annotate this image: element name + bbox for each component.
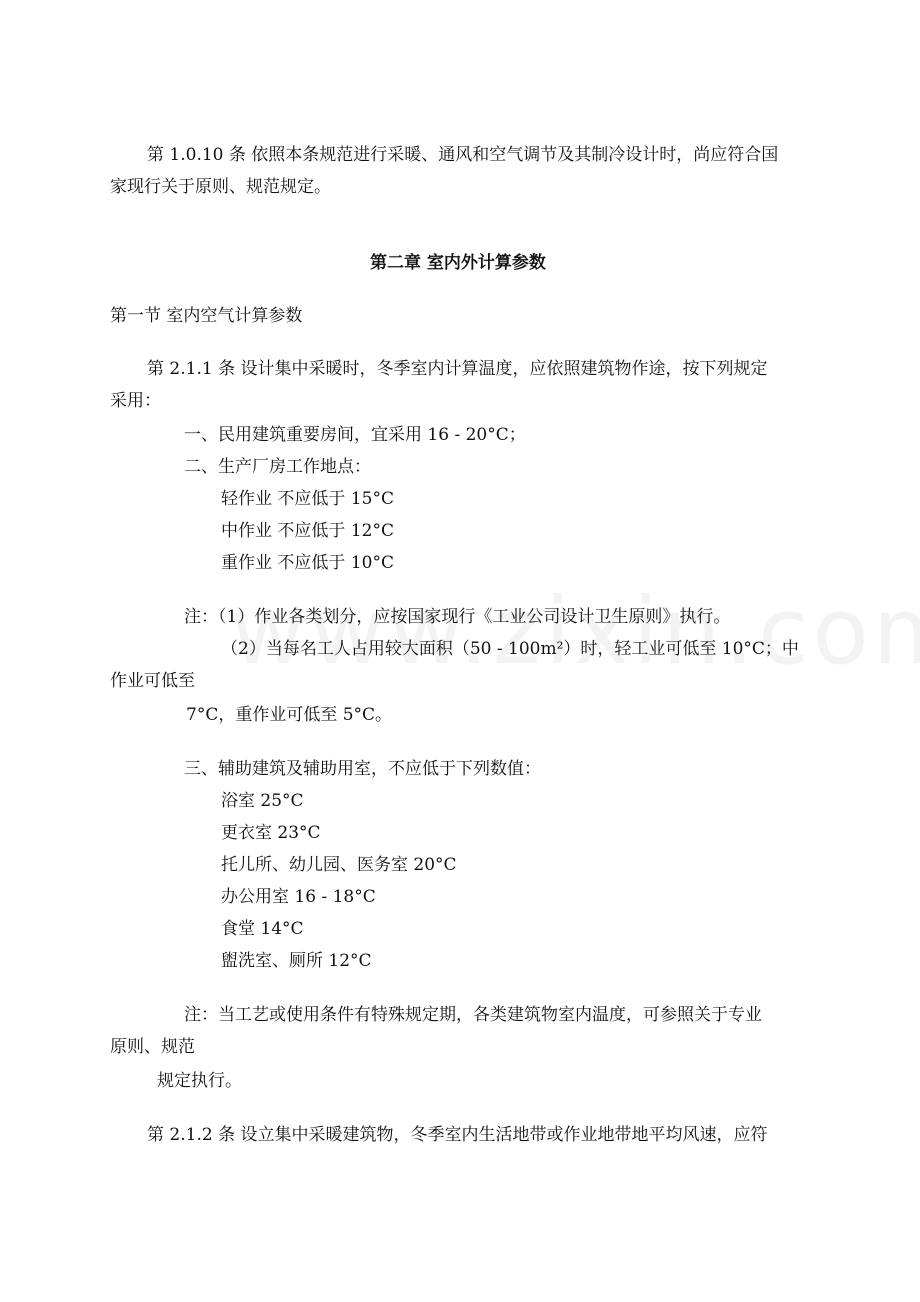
item-canteen: 食堂 14°C bbox=[221, 919, 304, 939]
note-1: 注：（1）作业各类划分，应按国家现行《工业公司设计卫生原则》执行。 bbox=[184, 607, 731, 627]
item-heavy-work: 重作业 不应低于 10°C bbox=[221, 553, 394, 573]
item-medium-work: 中作业 不应低于 12°C bbox=[221, 521, 394, 541]
chapter-title: 第二章 室内外计算参数 bbox=[370, 253, 546, 273]
item-auxiliary-buildings: 三、辅助建筑及辅助用室，不应低于下列数值： bbox=[184, 759, 541, 779]
item-washroom: 盥洗室、厕所 12°C bbox=[221, 951, 372, 971]
article-1-0-10-line-1: 第 1.0.10 条 依照本条规范进行采暖、通风和空气调节及其制冷设计时，尚应符合国 bbox=[147, 145, 779, 165]
item-bathroom: 浴室 25°C bbox=[221, 791, 304, 811]
note-2-line-3: 7°C，重作业可低至 5°C。 bbox=[186, 705, 393, 725]
item-light-work: 轻作业 不应低于 15°C bbox=[221, 489, 394, 509]
watermark bbox=[230, 578, 920, 685]
item-factory-workplaces: 二、生产厂房工作地点： bbox=[184, 457, 371, 477]
article-2-1-2-line-1: 第 2.1.2 条 设立集中采暖建筑物，冬季室内生活地带或作业地带地平均风速，应符 bbox=[147, 1125, 768, 1145]
item-civil-buildings: 一、民用建筑重要房间，宜采用 16 - 20°C； bbox=[184, 425, 526, 445]
item-nursery: 托儿所、幼儿园、医务室 20°C bbox=[221, 855, 457, 875]
note-3-line-3: 规定执行。 bbox=[157, 1071, 242, 1091]
article-2-1-1-line-2: 采用： bbox=[110, 391, 161, 411]
note-3-line-1: 注：当工艺或使用条件有特殊规定期，各类建筑物室内温度，可参照关于专业 bbox=[184, 1005, 762, 1025]
item-changing-room: 更衣室 23°C bbox=[221, 823, 321, 843]
article-1-0-10-line-2: 家现行关于原则、规范规定。 bbox=[110, 177, 331, 197]
note-3-line-2: 原则、规范 bbox=[110, 1037, 195, 1057]
item-office: 办公用室 16 - 18°C bbox=[221, 887, 376, 907]
note-2-line-1: （2）当每名工人占用较大面积（50 - 100m²）时，轻工业可低至 10°C；中 bbox=[221, 639, 799, 659]
section-title: 第一节 室内空气计算参数 bbox=[110, 306, 303, 326]
article-2-1-1-line-1: 第 2.1.1 条 设计集中采暖时，冬季室内计算温度，应依照建筑物作途，按下列规定 bbox=[147, 359, 768, 379]
note-2-line-2: 作业可低至 bbox=[110, 671, 195, 691]
